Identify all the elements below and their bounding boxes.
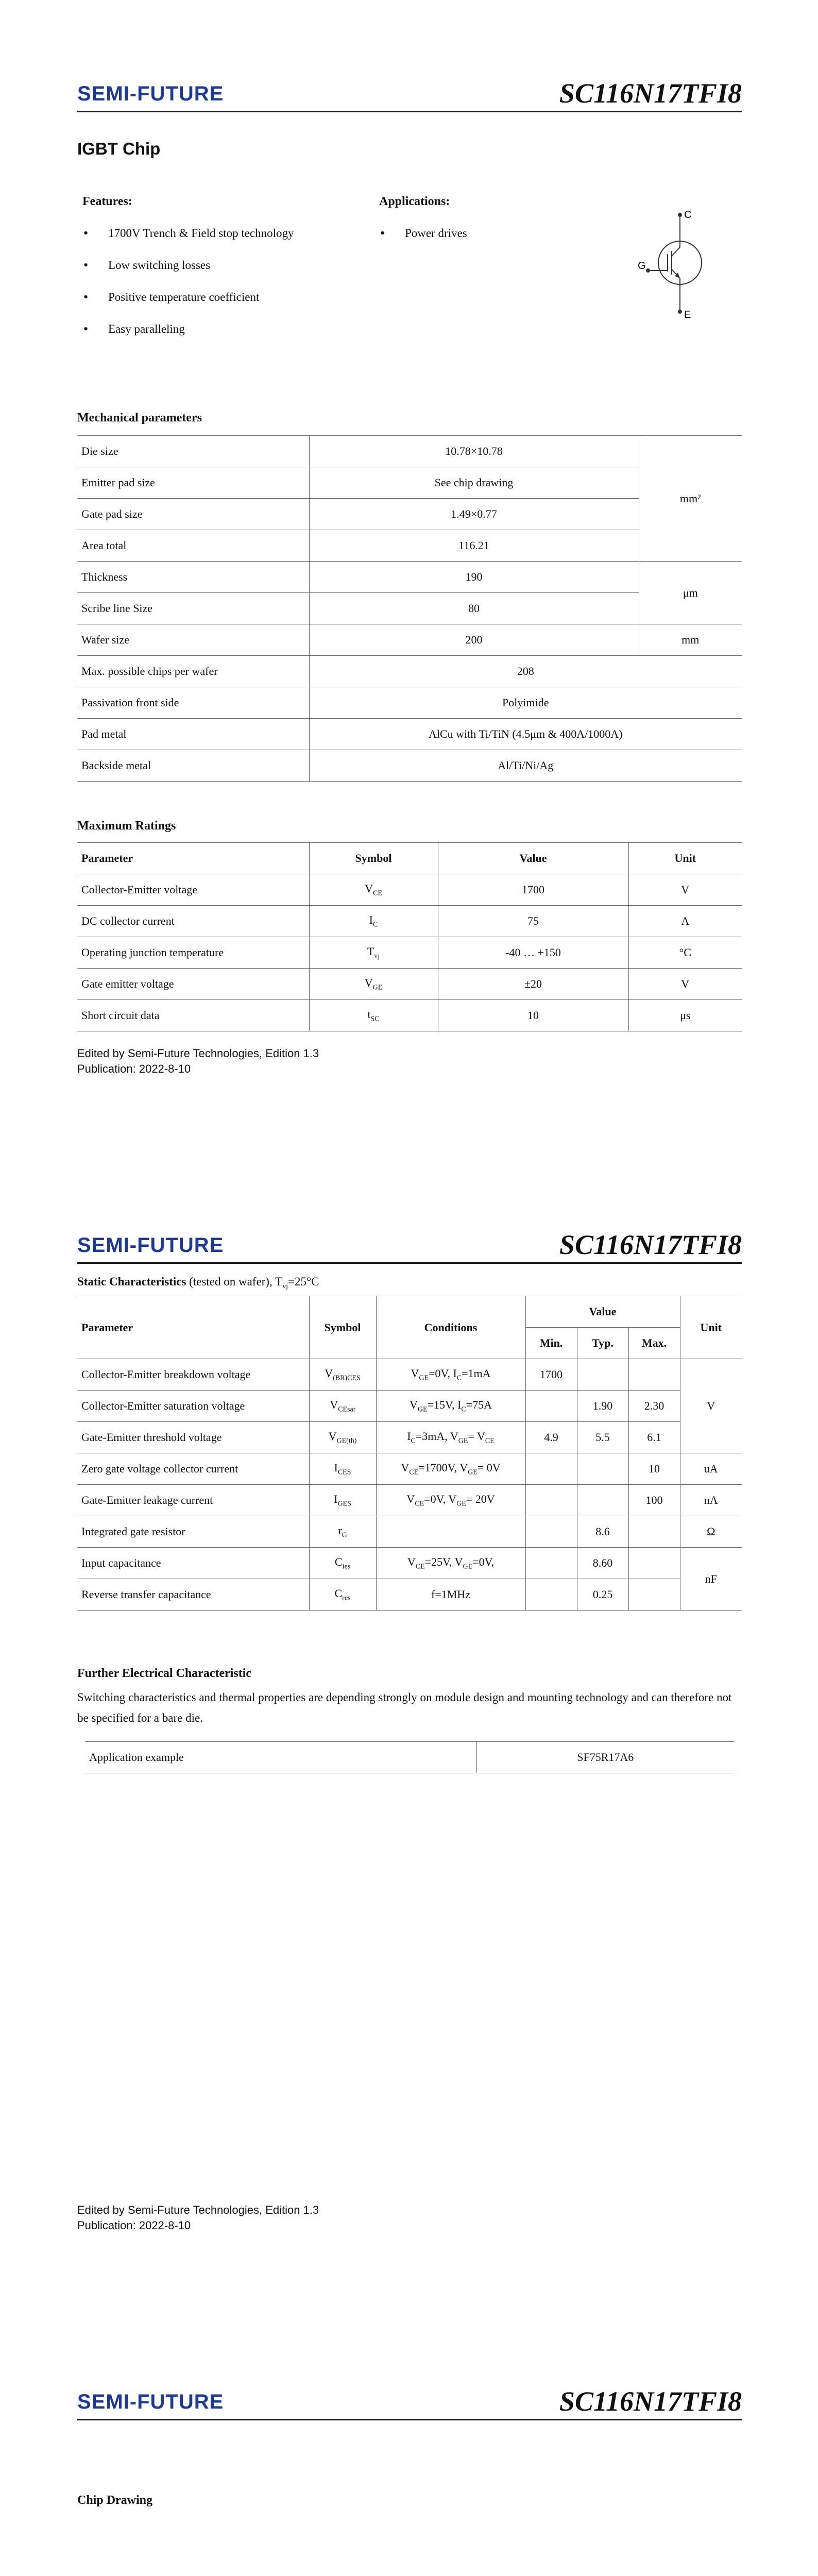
company-logo: SEMI-FUTURE xyxy=(77,2391,224,2413)
page-header xyxy=(77,77,742,112)
list-item: • Positive temperature coefficient xyxy=(77,291,366,323)
table-row: Area total 116.21 xyxy=(77,530,742,562)
table-row: Thickness 190 μm xyxy=(77,562,742,593)
drawing-title: Chip Drawing xyxy=(77,2494,153,2507)
symbol-cell: $r_G$ xyxy=(309,1516,376,1548)
symbol-cell: $C_{ies}$ xyxy=(309,1548,376,1579)
part-number: SC116N17TFI8 xyxy=(559,78,742,109)
table-row: Gate-Emitter threshold voltage $V_{GE(th)}$ $I_C=3mA$, $V_{GE}= V_{CE}$ 4.9 5.5 6.1 xyxy=(77,1422,742,1453)
unit-cell: V xyxy=(680,1359,742,1453)
page-header xyxy=(77,2385,742,2420)
application-label: Application example xyxy=(85,1742,476,1773)
page-3 xyxy=(0,2313,818,2576)
table-row: Max. possible chips per wafer 208 xyxy=(77,656,742,687)
symbol-cell: $C_{res}$ xyxy=(309,1579,376,1611)
table-row: Emitter pad size See chip drawing xyxy=(77,467,742,499)
table-row: DC collector current $I_C$ 75 A xyxy=(77,906,742,937)
table-row: Integrated gate resistor $r_G$ 8.6 Ω xyxy=(77,1516,742,1548)
symbol-cell: $I_{GES}$ xyxy=(309,1485,376,1516)
symbol-cell: $t_{SC}$ xyxy=(309,1000,438,1031)
table-row: Wafer size 200 mm xyxy=(77,624,742,656)
unit-cell: μm xyxy=(639,562,742,624)
static-body xyxy=(77,1359,742,1611)
table-header-row: Min. Typ. Max. xyxy=(77,1328,742,1359)
company-logo: SEMI-FUTURE xyxy=(77,82,224,105)
table-row: Passivation front side Polyimide xyxy=(77,687,742,719)
conditions-cell: $V_{GE}=0V$, $I_C=1mA$ xyxy=(376,1359,525,1391)
mechanical-table xyxy=(77,435,742,782)
collector-label: C xyxy=(684,209,692,221)
conditions-cell: $V_{CE}=0V$, $V_{GE}= 20V$ xyxy=(376,1485,525,1516)
company-logo: SEMI-FUTURE xyxy=(77,1234,224,1257)
page-2 xyxy=(0,1157,818,2313)
further-title: Further Electrical Characteristic xyxy=(77,1667,252,1680)
symbol-cell: $V_{CEsat}$ xyxy=(309,1391,376,1422)
table-row xyxy=(85,1742,734,1773)
table-row: Collector-Emitter saturation voltage $V_{CEsat}$ $V_{GE}=15V$, $I_C=75A$ 1.90 2.30 xyxy=(77,1391,742,1422)
page-header xyxy=(77,1229,742,1264)
ratings-body xyxy=(77,874,742,1031)
table-row: Scribe line Size 80 xyxy=(77,593,742,624)
part-number: SC116N17TFI8 xyxy=(559,1229,742,1260)
table-row: Collector-Emitter breakdown voltage $V_{(BR)CES}$ $V_{GE}=0V$, $I_C=1mA$ 1700 V xyxy=(77,1359,742,1391)
table-row: Die size 10.78×10.78 mm² xyxy=(77,436,742,467)
symbol-cell: $V_{GE}$ xyxy=(309,969,438,1000)
applications-title: Applications: xyxy=(379,195,450,208)
application-table xyxy=(85,1741,734,1773)
unit-cell: uA xyxy=(680,1453,742,1485)
table-row: Reverse transfer capacitance $C_{res}$ f=1MHz 0.25 xyxy=(77,1579,742,1611)
ratings-table xyxy=(77,842,742,1031)
list-item: • 1700V Trench & Field stop technology xyxy=(77,227,366,259)
part-number: SC116N17TFI8 xyxy=(559,2386,742,2417)
unit-cell: nF xyxy=(680,1548,742,1611)
page-footer: Edited by Semi-Future Technologies, Edition 1.3 Publication: 2022-8-10 xyxy=(77,1047,319,1075)
static-title: Static Characteristics (tested on wafer), $T_{vj}=25^\circ C$ xyxy=(77,1275,319,1291)
table-row: Pad metal AlCu with Ti/TiN (4.5μm & 400A/1000A) xyxy=(77,719,742,750)
list-item: • Low switching losses xyxy=(77,259,366,291)
table-header-row: Parameter Symbol Value Unit xyxy=(77,843,742,874)
application-value: SF75R17A6 xyxy=(476,1742,734,1773)
symbol-cell: $V_{(BR)CES}$ xyxy=(309,1359,376,1391)
page-footer: Edited by Semi-Future Technologies, Edition 1.3 Publication: 2022-8-10 xyxy=(77,2204,319,2232)
igbt-symbol-icon xyxy=(628,209,716,337)
page-1 xyxy=(0,0,818,1157)
symbol-cell: $I_{CES}$ xyxy=(309,1453,376,1485)
emitter-label: E xyxy=(684,309,691,320)
table-row: Gate emitter voltage $V_{GE}$ ±20 V xyxy=(77,969,742,1000)
conditions-cell: $V_{GE}=15V$, $I_C=75A$ xyxy=(376,1391,525,1422)
features-title: Features: xyxy=(82,195,132,208)
symbol-cell: $I_C$ xyxy=(309,906,438,937)
features-list xyxy=(77,227,366,354)
conditions-cell: $V_{CE}=25V$, $V_{GE}=0V$, xyxy=(376,1548,525,1579)
ratings-title: Maximum Ratings xyxy=(77,819,176,833)
unit-cell: nA xyxy=(680,1485,742,1516)
conditions-cell: $I_C=3mA$, $V_{GE}= V_{CE}$ xyxy=(376,1422,525,1453)
mechanical-title: Mechanical parameters xyxy=(77,411,202,425)
table-row: Gate pad size 1.49×0.77 xyxy=(77,499,742,530)
table-row: Gate-Emitter leakage current $I_{GES}$ $V_{CE}=0V$, $V_{GE}= 20V$ 100 nA xyxy=(77,1485,742,1516)
conditions-cell xyxy=(376,1516,525,1548)
conditions-cell: $V_{CE}=1700V$, $V_{GE}= 0V$ xyxy=(376,1453,525,1485)
symbol-cell: $V_{CE}$ xyxy=(309,874,438,906)
symbol-cell: $V_{GE(th)}$ xyxy=(309,1422,376,1453)
list-item: • Power drives xyxy=(374,227,580,259)
unit-cell: Ω xyxy=(680,1516,742,1548)
unit-cell: mm xyxy=(639,624,742,656)
gate-label: G xyxy=(638,260,646,272)
table-row: Collector-Emitter voltage $V_{CE}$ 1700 V xyxy=(77,874,742,906)
symbol-cell: $T_{vj}$ xyxy=(309,937,438,969)
table-row: Input capacitance $C_{ies}$ $V_{CE}=25V$, $V_{GE}=0V$, 8.60 nF xyxy=(77,1548,742,1579)
list-item: • Easy paralleling xyxy=(77,323,366,354)
static-table xyxy=(77,1296,742,1611)
further-text: Switching characteristics and thermal properties are depending strongly on module design and mounting technology and can therefore not be specified for a bare die. xyxy=(77,1691,732,1724)
table-row: Backside metal Al/Ti/Ni/Ag xyxy=(77,750,742,782)
table-header-row: Parameter Symbol Conditions Value Unit xyxy=(77,1296,742,1328)
table-row: Short circuit data $t_{SC}$ 10 μs xyxy=(77,1000,742,1031)
conditions-cell: f=1MHz xyxy=(376,1579,525,1611)
product-title: IGBT Chip xyxy=(77,139,161,158)
table-row: Operating junction temperature $T_{vj}$ -40 … +150 °C xyxy=(77,937,742,969)
unit-cell: mm² xyxy=(639,436,742,562)
table-row: Zero gate voltage collector current $I_{CES}$ $V_{CE}=1700V$, $V_{GE}= 0V$ 10 uA xyxy=(77,1453,742,1485)
applications-list xyxy=(374,227,580,259)
